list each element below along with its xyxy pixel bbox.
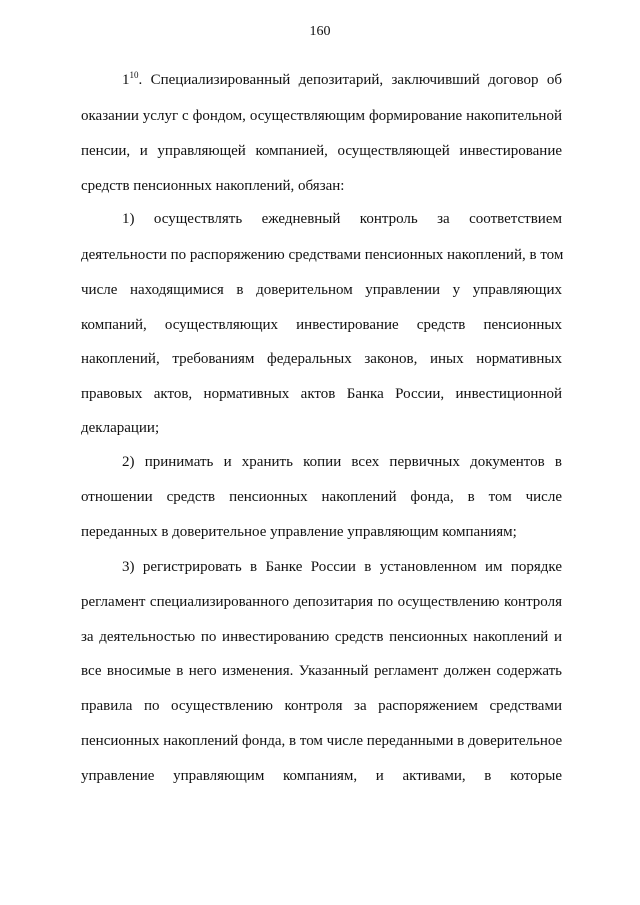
paragraph-1-line-2: оказании услуг с фондом, осуществляющим формирование накопительной — [81, 108, 562, 124]
paragraph-4-line-3: за деятельностью по инвестированию средств пенсионных накоплений и — [81, 629, 562, 645]
paragraph-4-line-4: все вносимые в него изменения. Указанный регламент должен содержать — [81, 663, 562, 679]
paragraph-2-line-6: правовых актов, нормативных актов Банка России, инвестиционной — [81, 386, 562, 402]
clause-marker-superscript: 10 — [129, 70, 139, 80]
page-number: 160 — [309, 24, 331, 39]
paragraph-3-line-3: переданных в доверительное управление управляющим компаниям; — [81, 524, 517, 540]
paragraph-3-line-2: отношении средств пенсионных накоплений фонда, в том числе — [81, 489, 562, 505]
paragraph-2-line-3: числе находящимися в доверительном управлении у управляющих — [81, 282, 562, 298]
paragraph-1-line-3: пенсии, и управляющей компанией, осуществляющей инвестирование — [81, 143, 562, 159]
paragraph-2-line-2: деятельности по распоряжению средствами пенсионных накоплений, в том — [81, 247, 564, 263]
paragraph-1-line-1-text: . Специализированный депозитарий, заключивший договор об — [138, 72, 562, 88]
paragraph-2-line-1: 1) осуществлять ежедневный контроль за соответствием — [122, 211, 562, 227]
paragraph-2-line-5: накоплений, требованиям федеральных законов, иных нормативных — [81, 351, 562, 367]
paragraph-2-line-7: декларации; — [81, 420, 160, 436]
paragraph-4-line-2: регламент специализированного депозитария по осуществлению контроля — [81, 594, 562, 610]
paragraph-4-line-5: правила по осуществлению контроля за распоряжением средствами — [81, 698, 562, 714]
paragraph-4-line-6: пенсионных накоплений фонда, в том числе переданными в доверительное — [81, 733, 563, 749]
clause-marker: 1 — [122, 72, 130, 88]
paragraph-1-line-4: средств пенсионных накоплений, обязан: — [81, 178, 345, 194]
paragraph-4-line-7: управление управляющим компаниям, и активами, в которые — [81, 768, 562, 784]
paragraph-1-line-1 — [122, 70, 562, 90]
paragraph-4-line-1: 3) регистрировать в Банке России в установленном им порядке — [122, 559, 562, 575]
paragraph-3-line-1: 2) принимать и хранить копии всех первичных документов в — [122, 454, 562, 470]
paragraph-2-line-4: компаний, осуществляющих инвестирование средств пенсионных — [81, 317, 562, 333]
